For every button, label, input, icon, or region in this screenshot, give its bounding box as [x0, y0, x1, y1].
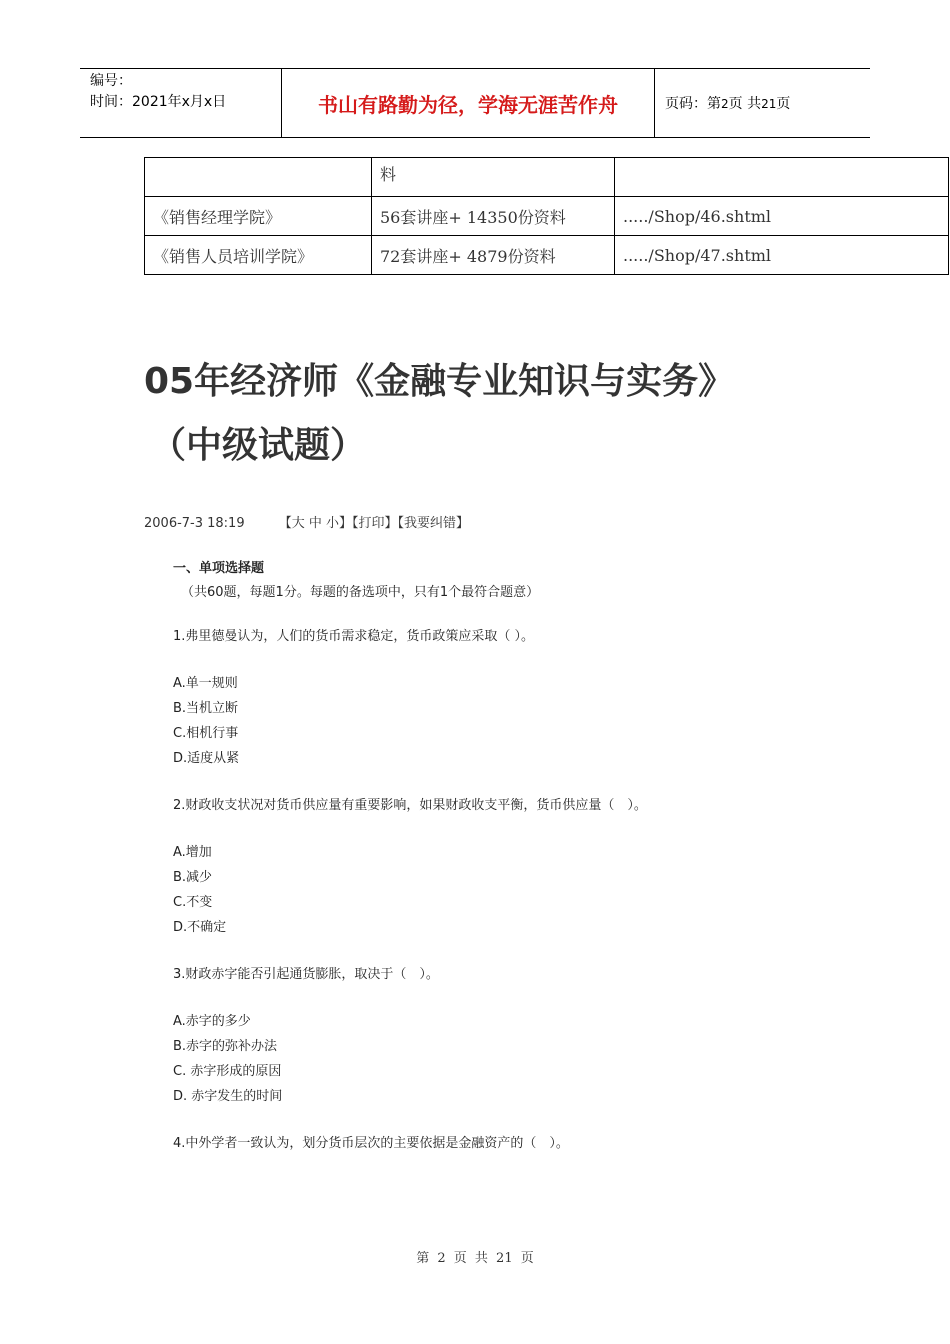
- page-prefix: 页码：第: [665, 96, 721, 112]
- question-2: [173, 793, 647, 940]
- title-line-2: （中级试题）: [150, 425, 367, 466]
- option-c: C.不变: [173, 895, 213, 910]
- table-row: [145, 236, 949, 275]
- question-options: [173, 840, 647, 940]
- option-b: B.当机立断: [173, 701, 239, 716]
- table-cell: 《销售经理学院》: [145, 197, 372, 236]
- question-4: [173, 1131, 647, 1156]
- resource-table: [144, 157, 949, 275]
- table-cell: 《销售人员培训学院》: [145, 236, 372, 275]
- option-d: D.不确定: [173, 920, 227, 935]
- page-footer: 第 2 页 共 21 页: [416, 1251, 534, 1266]
- option-c: C.相机行事: [173, 726, 239, 741]
- article-meta: [144, 512, 469, 531]
- header-meta: [90, 71, 226, 113]
- header-motto: 书山有路勤为径，学海无涯苦作舟: [318, 92, 618, 117]
- article-datetime: 2006-7-3 18:19: [144, 516, 245, 531]
- option-a: A.赤字的多少: [173, 1014, 251, 1029]
- table-cell-link[interactable]: ...../Shop/46.shtml: [615, 197, 949, 236]
- article-tools-links[interactable]: 【大 中 小】【打印】【我要纠错】: [278, 516, 470, 531]
- header-page-counter: [665, 93, 790, 113]
- question-options: [173, 1009, 647, 1109]
- option-a: A.单一规则: [173, 676, 238, 691]
- section-title: 一、单项选择题: [173, 561, 265, 576]
- page-suffix: 页: [776, 96, 791, 112]
- table-cell: 56套讲座+ 14350份资料: [372, 197, 615, 236]
- table-row: [145, 158, 949, 197]
- title-line-1: 05年经济师《金融专业知识与实务》: [144, 361, 735, 402]
- header-date-label: 时间：2021年x月x日: [90, 94, 227, 110]
- question-section: [173, 560, 647, 1156]
- section-note: （共60题，每题1分。每题的备选项中，只有1个最符合题意）: [181, 585, 540, 600]
- table-row: [145, 197, 949, 236]
- option-b: B.赤字的弥补办法: [173, 1039, 278, 1054]
- page-current: 2: [721, 97, 729, 111]
- question-stem: 2.财政收支状况对货币供应量有重要影响，如果财政收支平衡，货币供应量（ ）。: [173, 798, 647, 813]
- question-1: [173, 624, 647, 771]
- header-number-label: 编号：: [90, 73, 132, 89]
- question-3: [173, 962, 647, 1109]
- table-cell: 72套讲座+ 4879份资料: [372, 236, 615, 275]
- question-stem: 4.中外学者一致认为，划分货币层次的主要依据是金融资产的（ ）。: [173, 1136, 569, 1151]
- table-cell: [145, 158, 372, 197]
- table-cell-link[interactable]: ...../Shop/47.shtml: [615, 236, 949, 275]
- table-cell: [615, 158, 949, 197]
- question-stem: 1.弗里德曼认为，人们的货币需求稳定，货币政策应采取（ ）。: [173, 629, 535, 644]
- option-c: C. 赤字形成的原因: [173, 1064, 282, 1079]
- option-b: B.减少: [173, 870, 213, 885]
- page-title: [144, 350, 924, 478]
- page-mid: 页 共: [728, 96, 762, 112]
- option-a: A.增加: [173, 845, 212, 860]
- option-d: D.适度从紧: [173, 751, 240, 766]
- option-d: D. 赤字发生的时间: [173, 1089, 283, 1104]
- question-stem: 3.财政赤字能否引起通货膨胀，取决于（ ）。: [173, 967, 439, 982]
- table-cell: 料: [372, 158, 615, 197]
- page-header: [80, 68, 870, 138]
- header-divider: [654, 69, 655, 137]
- question-options: [173, 671, 647, 771]
- page-total: 21: [761, 97, 777, 111]
